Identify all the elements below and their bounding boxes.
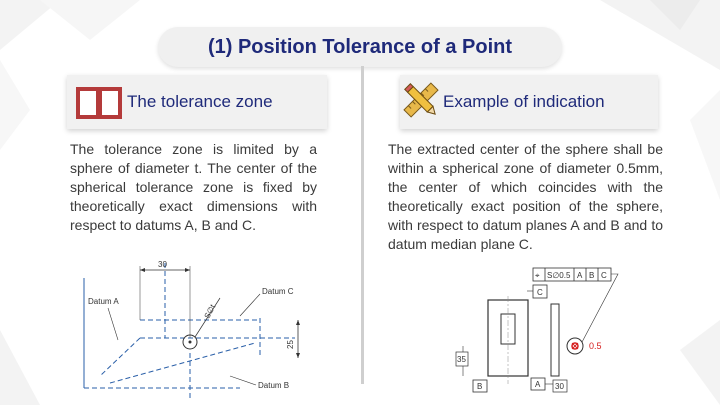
example-header [400,75,658,129]
fcf-tolerance: S∅0.5 [547,271,571,280]
example-figure [453,266,623,396]
fcf-datum-a: A [577,271,583,280]
tolerance-zone-header [67,75,327,129]
zone-diameter-label: 0.5 [589,341,602,351]
dim-25-label: 25 [286,340,295,349]
fcf-symbol: ⌖ [535,271,540,280]
datum-c-label: Datum C [262,287,294,296]
datum-c-box: C [537,288,543,297]
datum-a-box: A [535,380,541,389]
sphere-diameter-label: S∅t [202,303,218,321]
fcf-datum-c: C [601,271,607,280]
page-title: (1) Position Tolerance of a Point [158,27,562,67]
datum-a-label: Datum A [88,297,119,306]
panel-divider [361,66,364,384]
tolerance-zone-description: The tolerance zone is limited by a sphere of diameter t. The center of the spherical tolerance zone is fixed by theoretically exact dimensions with respect to datums A, B and C. [70,141,317,233]
dim-30-label: 30 [158,260,167,269]
dim-30-label: 30 [555,382,564,391]
datum-b-label: Datum B [258,381,290,390]
tolerance-zone-figure [80,258,317,398]
example-description: The extracted center of the sphere shall be within a spherical zone of diameter 0.5mm, the center of which coincides with the theoretically exact position of the sphere, with respect to datum planes A and B and to datum median plane C. [388,141,663,252]
datum-b-box: B [477,382,483,391]
fcf-datum-b: B [589,271,595,280]
tolerance-zone-heading: The tolerance zone [127,92,273,111]
book-icon [75,83,123,121]
dim-35-label: 35 [457,355,466,364]
example-heading: Example of indication [443,92,605,111]
pencil-ruler-icon [398,77,444,123]
